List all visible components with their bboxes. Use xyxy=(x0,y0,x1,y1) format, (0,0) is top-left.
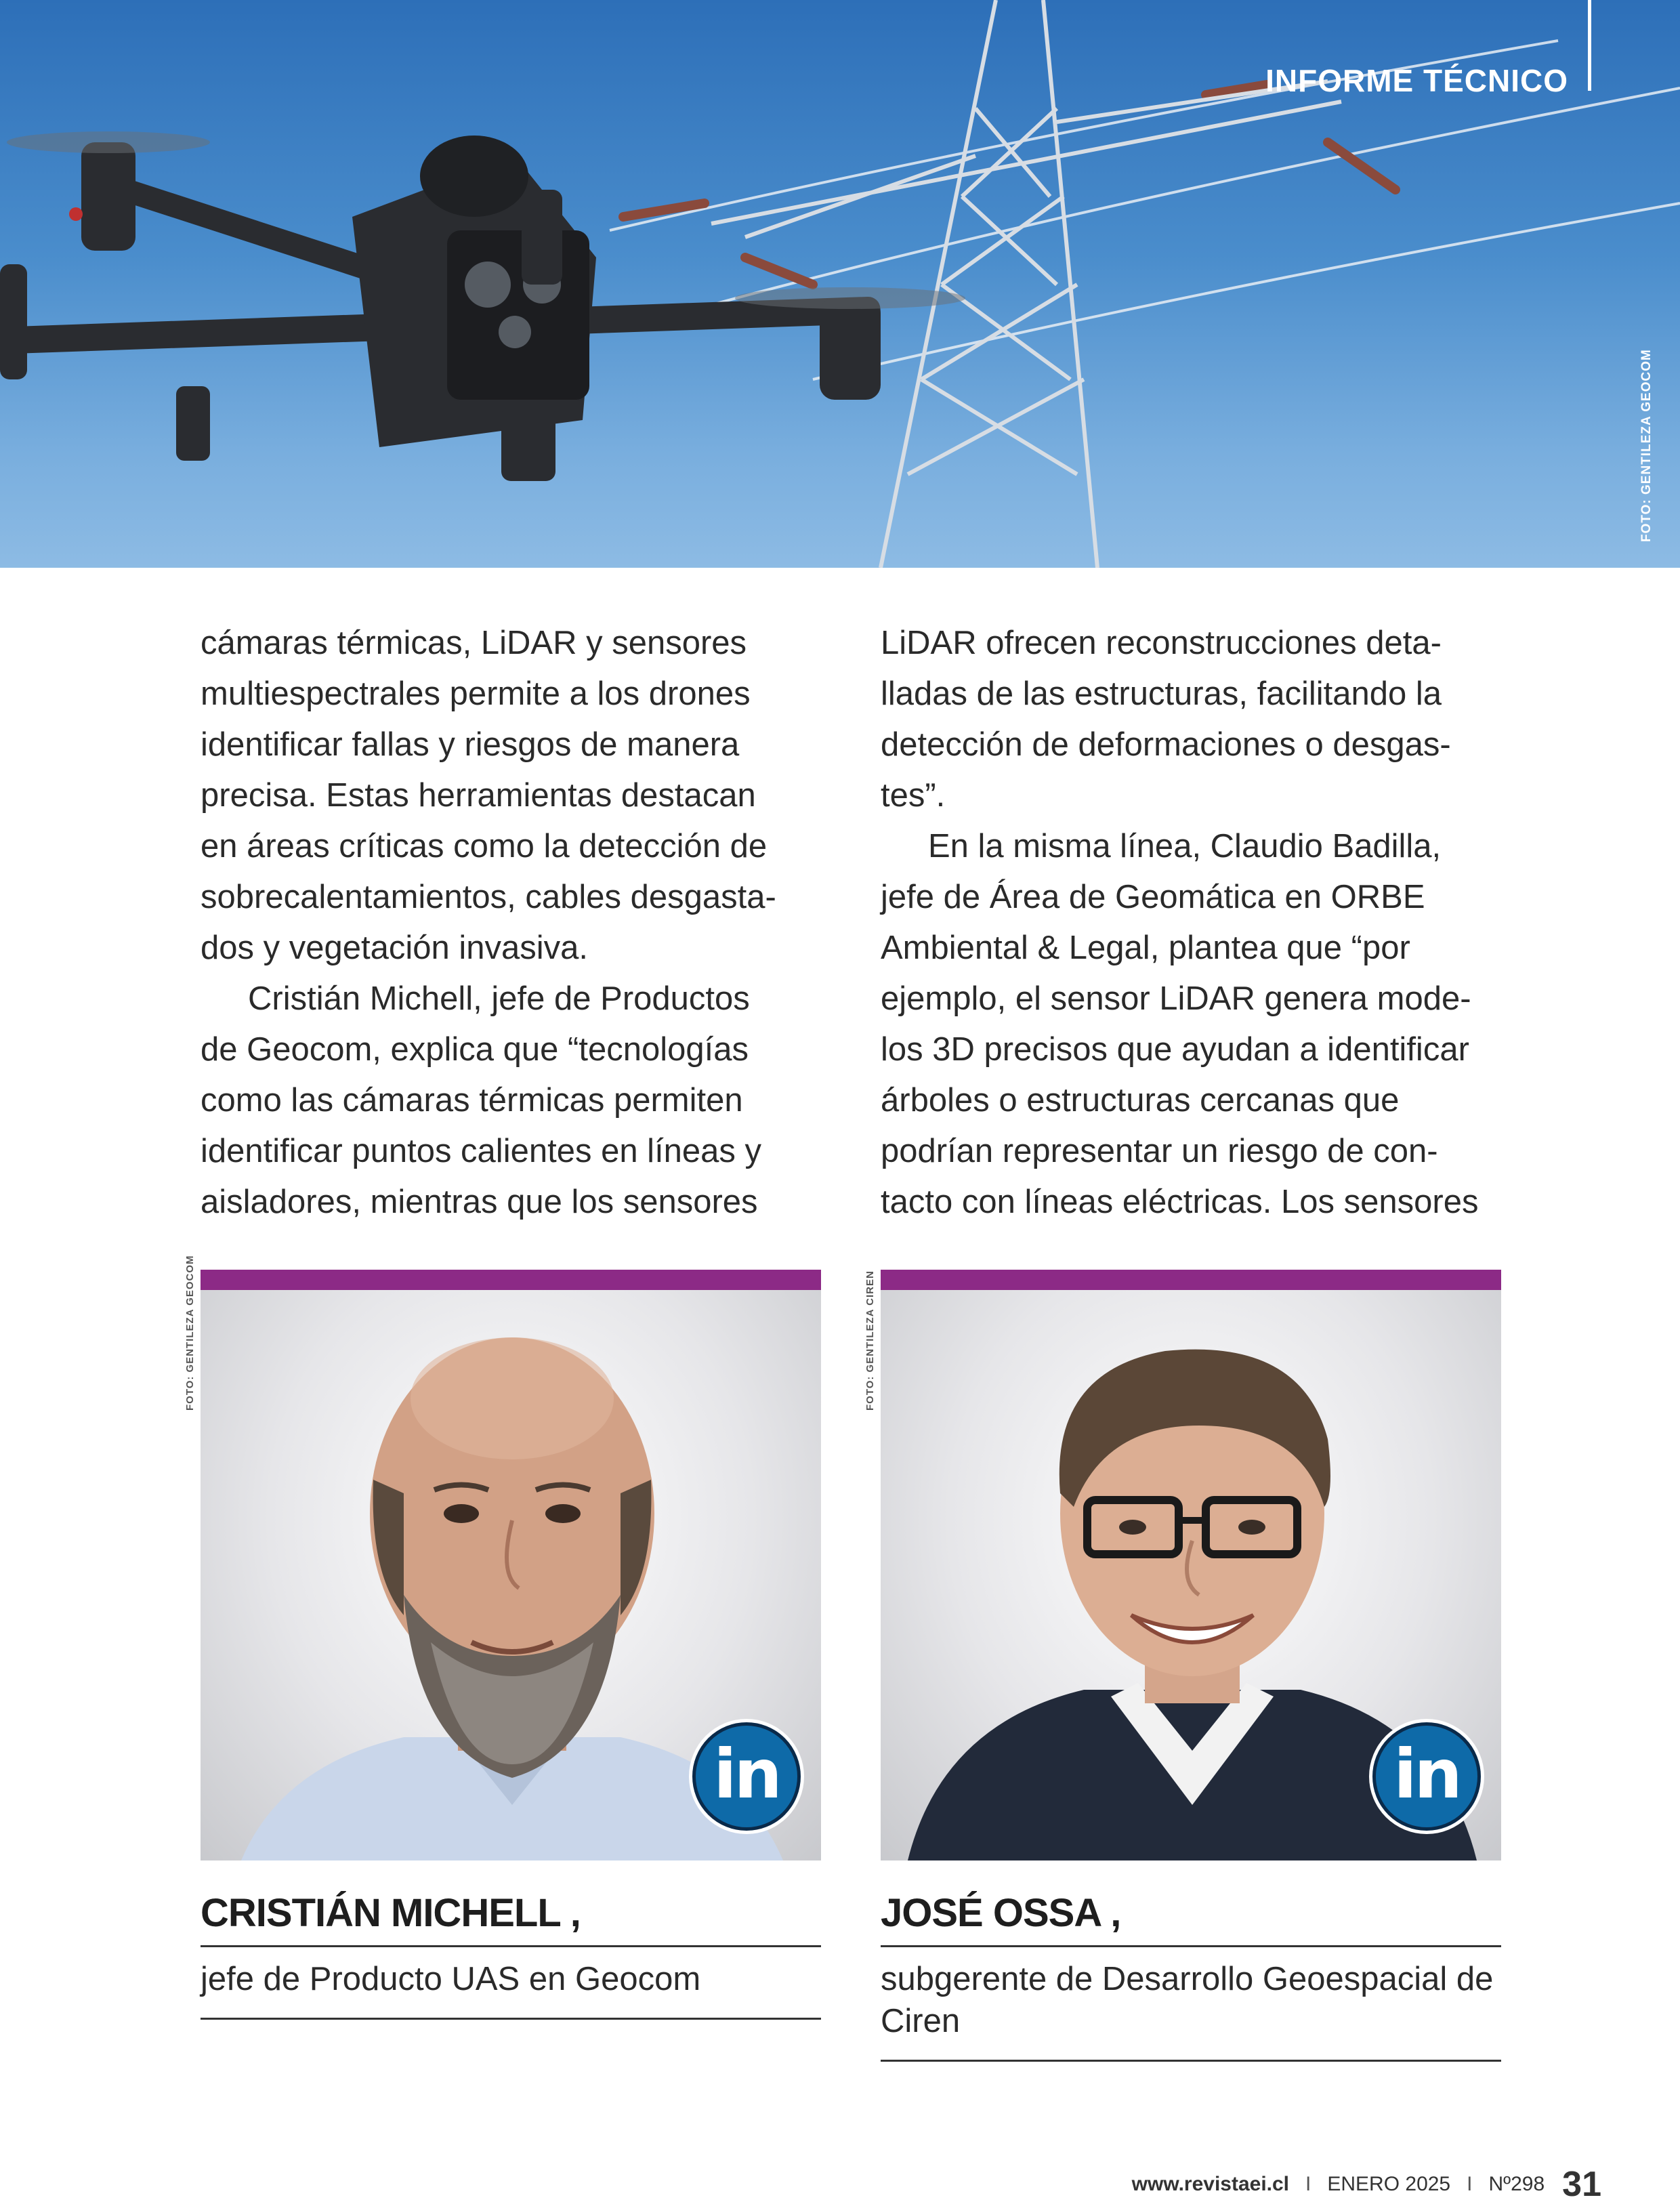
article-column-right xyxy=(881,618,1504,1228)
text-line: LiDAR ofrecen reconstrucciones deta- xyxy=(881,625,1442,661)
accent-bar xyxy=(881,1270,1501,1290)
portrait-photo xyxy=(881,1290,1501,1860)
profile-name: JOSÉ OSSA , xyxy=(881,1890,1501,1947)
paragraph xyxy=(201,974,824,1228)
text-line: de Geocom, explica que “tecnologías xyxy=(201,1031,749,1068)
text-line: lladas de las estructuras, facilitando la xyxy=(881,675,1442,712)
profile-card xyxy=(881,1270,1501,2062)
section-rule xyxy=(1588,0,1591,91)
issue-number: Nº298 xyxy=(1488,2173,1545,2195)
article-column-left xyxy=(201,618,824,1228)
hero-photo-credit: FOTO: GENTILEZA GEOCOM xyxy=(1639,349,1654,542)
photo-credit: FOTO: GENTILEZA GEOCOM xyxy=(184,1255,196,1411)
text-line: tes”. xyxy=(881,777,946,814)
text-line: dos y vegetación invasiva. xyxy=(201,930,588,966)
profile-card xyxy=(201,1270,821,2020)
profile-role: jefe de Producto UAS en Geocom xyxy=(201,1947,821,2020)
text-line: los 3D precisos que ayudan a identificar xyxy=(881,1031,1469,1068)
text-line: multiespectrales permite a los drones xyxy=(201,675,751,712)
text-line: Cristián Michell, jefe de Productos xyxy=(248,980,750,1017)
paragraph xyxy=(881,618,1504,821)
separator: I xyxy=(1305,2173,1311,2195)
page-footer xyxy=(1131,2159,1601,2204)
linkedin-icon[interactable]: in xyxy=(692,1722,801,1831)
separator: I xyxy=(1467,2173,1473,2195)
text-line: podrían representar un riesgo de con- xyxy=(881,1133,1438,1169)
portrait-photo xyxy=(201,1290,821,1860)
text-line: Ambiental & Legal, plantea que “por xyxy=(881,930,1410,966)
paragraph xyxy=(881,821,1504,1228)
text-line: sobrecalentamientos, cables desgasta- xyxy=(201,879,776,915)
photo-credit: FOTO: GENTILEZA CIREN xyxy=(864,1270,876,1411)
text-line: árboles o estructuras cercanas que xyxy=(881,1082,1400,1119)
text-line: aisladores, mientras que los sensores xyxy=(201,1184,758,1220)
text-line: cámaras térmicas, LiDAR y sensores xyxy=(201,625,747,661)
section-label: INFORME TÉCNICO xyxy=(1265,63,1568,98)
text-line: identificar fallas y riesgos de manera xyxy=(201,726,740,763)
text-line: tacto con líneas eléctricas. Los sensores xyxy=(881,1184,1479,1220)
page-number: 31 xyxy=(1562,2165,1601,2204)
hero-image xyxy=(0,0,1680,568)
text-line: detección de deformaciones o desgas- xyxy=(881,726,1451,763)
text-line: identificar puntos calientes en líneas y xyxy=(201,1133,762,1169)
paragraph xyxy=(201,618,824,974)
text-line: precisa. Estas herramientas destacan xyxy=(201,777,756,814)
issue-date: ENERO 2025 xyxy=(1327,2173,1451,2195)
profile-name: CRISTIÁN MICHELL , xyxy=(201,1890,821,1947)
accent-bar xyxy=(201,1270,821,1290)
text-line: como las cámaras térmicas permiten xyxy=(201,1082,743,1119)
text-line: en áreas críticas como la detección de xyxy=(201,828,768,865)
linkedin-icon[interactable]: in xyxy=(1372,1722,1481,1831)
text-line: jefe de Área de Geomática en ORBE xyxy=(881,879,1425,915)
text-line: En la misma línea, Claudio Badilla, xyxy=(928,828,1442,865)
website-link[interactable]: www.revistaei.cl xyxy=(1131,2173,1290,2195)
text-line: ejemplo, el sensor LiDAR genera mode- xyxy=(881,980,1471,1017)
profile-role: subgerente de Desarrollo Geoespacial de Ciren xyxy=(881,1947,1501,2062)
